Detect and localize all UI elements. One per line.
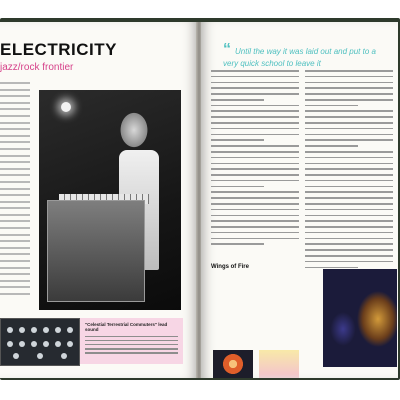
- text-line: [0, 89, 30, 91]
- text-line: [211, 163, 299, 165]
- text-line: [211, 128, 299, 130]
- text-line: [211, 76, 299, 78]
- knob: [7, 341, 13, 347]
- album-cover-thumbnail: [259, 350, 299, 378]
- text-line: [305, 139, 393, 141]
- text-line: [305, 220, 393, 222]
- concert-photo: [323, 269, 397, 367]
- knob: [43, 327, 49, 333]
- text-line: [305, 134, 393, 136]
- text-line: [305, 215, 393, 217]
- text-line: [0, 128, 30, 130]
- synthesizer-console: [47, 200, 145, 302]
- text-line: [305, 151, 393, 153]
- text-line: [305, 255, 393, 257]
- text-line: [211, 99, 264, 101]
- text-line: [0, 273, 30, 275]
- text-line: [0, 155, 30, 157]
- text-line: [0, 95, 30, 97]
- text-line: [85, 352, 178, 354]
- text-line: [305, 122, 393, 124]
- text-line: [211, 87, 299, 89]
- text-line: [305, 186, 393, 188]
- text-line: [0, 220, 30, 222]
- text-line: [305, 99, 393, 101]
- text-line: [305, 267, 358, 269]
- text-line: [211, 145, 299, 147]
- text-line: [305, 70, 393, 72]
- text-line: [305, 226, 393, 228]
- text-line: [0, 280, 30, 282]
- knob: [67, 327, 73, 333]
- text-line: [305, 180, 393, 182]
- synth-module-photo: [0, 318, 80, 366]
- text-line: [211, 191, 299, 193]
- text-line: [211, 232, 299, 234]
- text-line: [0, 181, 30, 183]
- text-line: [0, 135, 30, 137]
- text-line: [0, 188, 30, 190]
- text-line: [305, 191, 393, 193]
- text-line: [305, 93, 393, 95]
- text-line: [0, 247, 30, 249]
- book-spread: [0, 18, 400, 380]
- text-line: [211, 186, 264, 188]
- text-line: [0, 207, 30, 209]
- page-title: ELECTRICITY: [0, 40, 117, 59]
- text-line: [211, 168, 299, 170]
- right-page: [201, 22, 398, 378]
- text-line: [0, 214, 30, 216]
- sidebar-callout: [80, 318, 183, 364]
- text-line: [211, 82, 299, 84]
- pull-quote: [223, 41, 393, 70]
- text-line: [211, 139, 264, 141]
- knob: [19, 327, 25, 333]
- text-line: [0, 227, 30, 229]
- text-line: [305, 87, 393, 89]
- text-line: [305, 203, 393, 205]
- knob: [13, 353, 19, 359]
- text-line: [211, 197, 299, 199]
- callout-heading: "Celestial Terrestrial Commuters" lead sound: [85, 322, 168, 333]
- text-line: [0, 201, 30, 203]
- text-line: [0, 194, 30, 196]
- text-line: [305, 82, 393, 84]
- knob: [31, 341, 37, 347]
- text-line: [305, 128, 393, 130]
- text-line: [211, 180, 299, 182]
- knob: [19, 341, 25, 347]
- text-line: [211, 110, 299, 112]
- text-line: [211, 134, 299, 136]
- text-line: [211, 215, 299, 217]
- text-line: [85, 336, 178, 338]
- knob: [61, 353, 67, 359]
- text-line: [305, 261, 393, 263]
- text-line: [0, 115, 30, 117]
- text-line: [305, 163, 393, 165]
- text-line: [0, 102, 30, 104]
- text-line: [211, 105, 299, 107]
- text-line: [85, 348, 178, 350]
- text-line: [305, 145, 358, 147]
- text-line: [305, 209, 393, 211]
- text-line: [305, 174, 393, 176]
- text-line: [305, 157, 393, 159]
- text-line: [211, 70, 299, 72]
- text-line: [305, 168, 393, 170]
- text-line: [305, 232, 393, 234]
- text-line: [211, 157, 299, 159]
- text-line: [0, 267, 30, 269]
- text-line: [0, 82, 30, 84]
- stage-light: [61, 102, 71, 112]
- text-line: [0, 161, 30, 163]
- body-text-column-1: [211, 70, 299, 249]
- album-cover-thumbnail: [213, 350, 253, 378]
- text-line: [85, 344, 178, 346]
- page-subtitle: jazz/rock frontier: [0, 62, 74, 73]
- text-line: [0, 286, 30, 288]
- text-line: [85, 340, 178, 342]
- text-line: [211, 203, 299, 205]
- text-line: [305, 243, 393, 245]
- text-line: [211, 122, 299, 124]
- text-line: [305, 238, 393, 240]
- text-line: [0, 141, 30, 143]
- knob: [43, 341, 49, 347]
- text-line: [305, 197, 393, 199]
- pull-quote-text: Until the way it was laid out and put to a very quick school to leave it: [223, 47, 376, 68]
- text-line: [305, 76, 393, 78]
- text-line: [0, 108, 30, 110]
- body-text-column: [0, 82, 30, 300]
- section-subhead: Wings of Fire: [211, 264, 249, 270]
- text-line: [305, 116, 393, 118]
- knob: [7, 327, 13, 333]
- quote-mark-icon: “: [223, 41, 231, 58]
- text-line: [211, 238, 299, 240]
- text-line: [0, 240, 30, 242]
- text-line: [211, 209, 299, 211]
- text-line: [211, 151, 299, 153]
- text-line: [211, 93, 299, 95]
- knob: [67, 341, 73, 347]
- text-line: [0, 253, 30, 255]
- text-line: [0, 293, 30, 295]
- text-line: [305, 105, 358, 107]
- text-line: [0, 148, 30, 150]
- text-line: [0, 122, 30, 124]
- text-line: [211, 174, 299, 176]
- musician-photo: [39, 90, 181, 310]
- knob: [31, 327, 37, 333]
- text-line: [305, 110, 393, 112]
- left-page: [0, 22, 197, 378]
- text-line: [0, 260, 30, 262]
- text-line: [0, 234, 30, 236]
- text-line: [211, 226, 299, 228]
- knob: [55, 341, 61, 347]
- body-text-column-2: [305, 70, 393, 272]
- text-line: [211, 116, 299, 118]
- knob: [55, 327, 61, 333]
- text-line: [211, 243, 264, 245]
- text-line: [0, 168, 30, 170]
- text-line: [305, 249, 393, 251]
- knob: [37, 353, 43, 359]
- text-line: [0, 174, 30, 176]
- text-line: [211, 220, 299, 222]
